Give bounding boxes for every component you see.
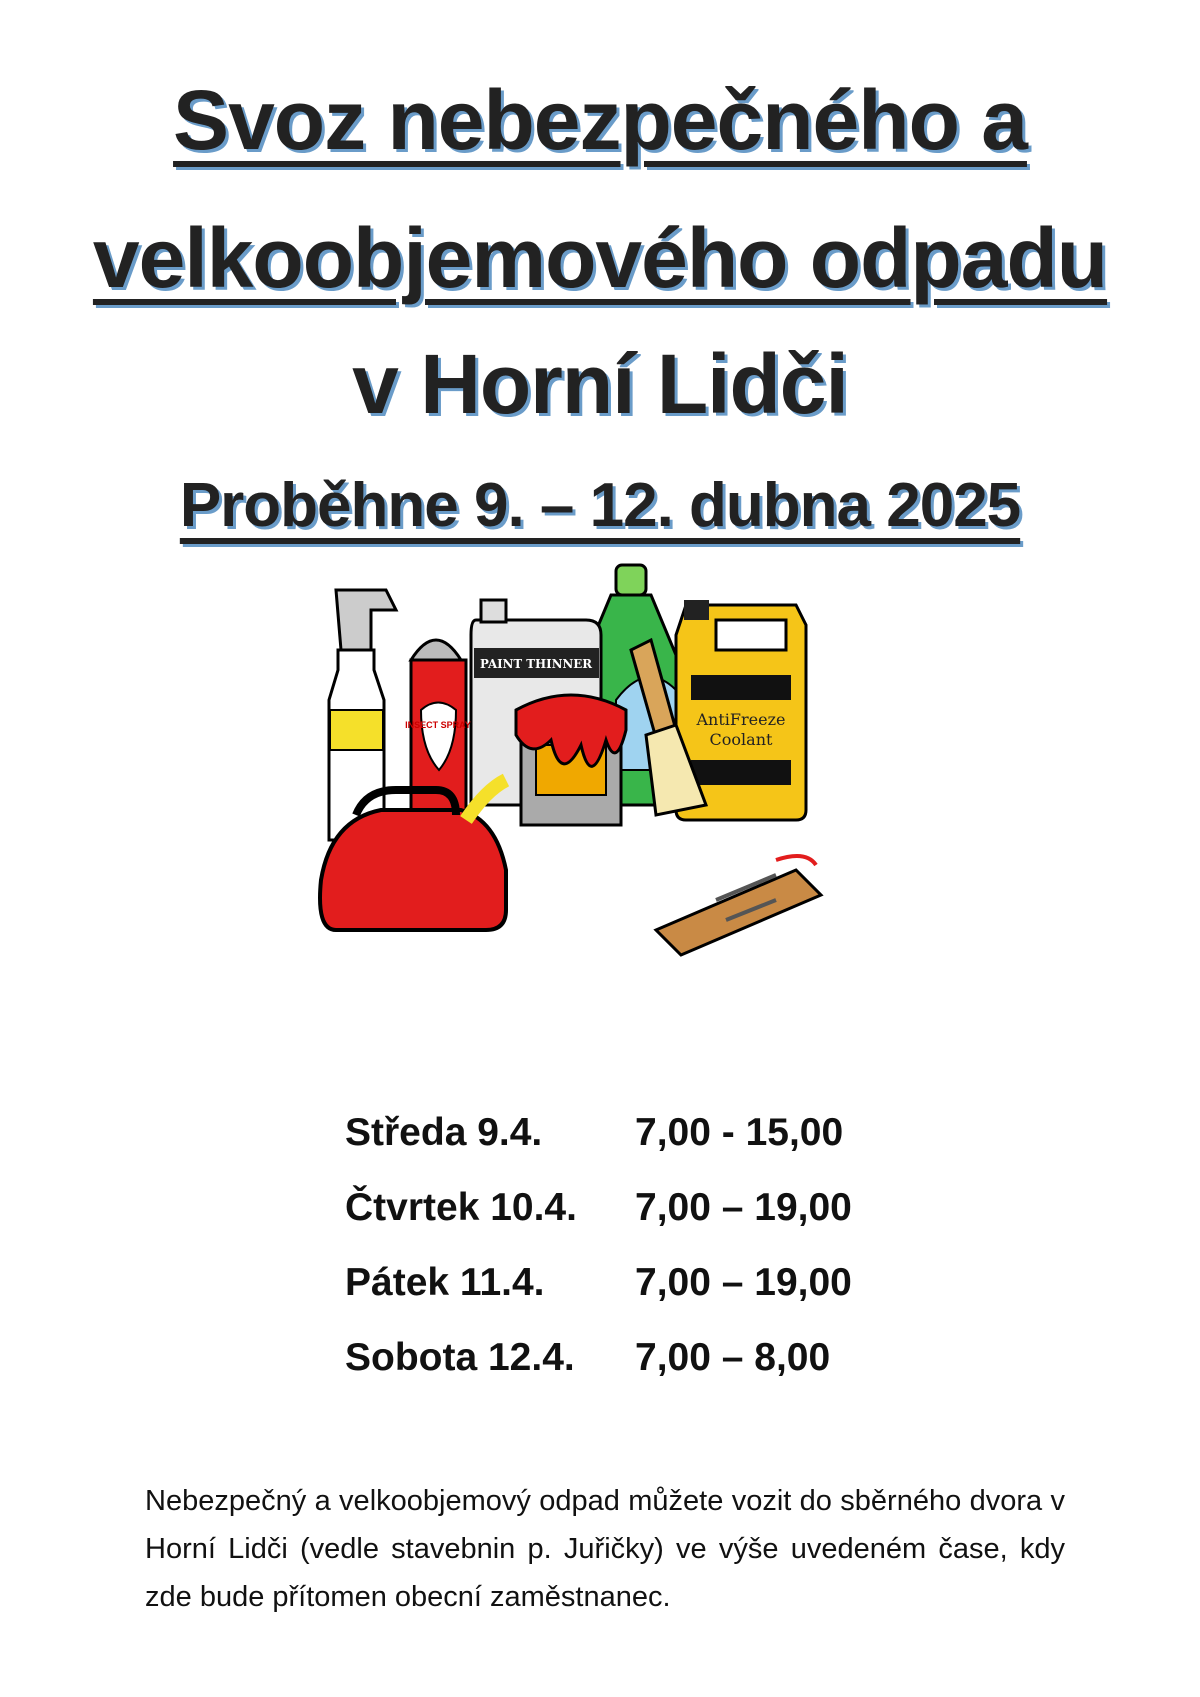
antifreeze-label: AntiFreeze: [696, 710, 786, 729]
schedule-row: [345, 1320, 905, 1395]
schedule-row: [345, 1245, 905, 1320]
collection-note: Nebezpečný a velkoobjemový odpad můžete vozit do sběrného dvora v Horní Lidči (vedle stavebnin p. Juřičky) ve výše uvedeném čase, kdy zde bude přítomen obecní zaměstnanec.: [145, 1485, 1065, 1613]
title-line-1: Svoz nebezpečného a: [173, 73, 1027, 167]
schedule-day: Středa 9.4.: [345, 1110, 543, 1154]
insect-spray-can: [405, 640, 471, 830]
hazardous-waste-illustration: [316, 560, 896, 980]
schedule-hours: 7,00 - 15,00: [635, 1110, 844, 1154]
schedule-row: [345, 1095, 905, 1170]
date-subtitle: Proběhne 9. – 12. dubna 2025: [179, 471, 1021, 540]
mousetrap: [656, 856, 821, 955]
schedule-day: Pátek 11.4.: [345, 1260, 545, 1304]
schedule-row: [345, 1170, 905, 1245]
coolant-label: Coolant: [709, 730, 773, 749]
paint-thinner-label: PAINT THINNER: [480, 657, 594, 671]
schedule-hours: 7,00 – 19,00: [635, 1185, 852, 1229]
schedule-hours: 7,00 – 19,00: [635, 1260, 852, 1304]
schedule-day: Sobota 12.4.: [345, 1335, 575, 1379]
paint-can: [516, 695, 626, 825]
title-line-2: velkoobjemového odpadu: [92, 211, 1108, 305]
schedule-hours: 7,00 – 8,00: [635, 1335, 831, 1379]
schedule-day: Čtvrtek 10.4.: [345, 1185, 577, 1229]
title-line-3: v Horní Lidči: [352, 337, 848, 431]
insect-spray-label: INSECT SPRAY: [405, 720, 471, 730]
schedule-table: [345, 1095, 905, 1395]
